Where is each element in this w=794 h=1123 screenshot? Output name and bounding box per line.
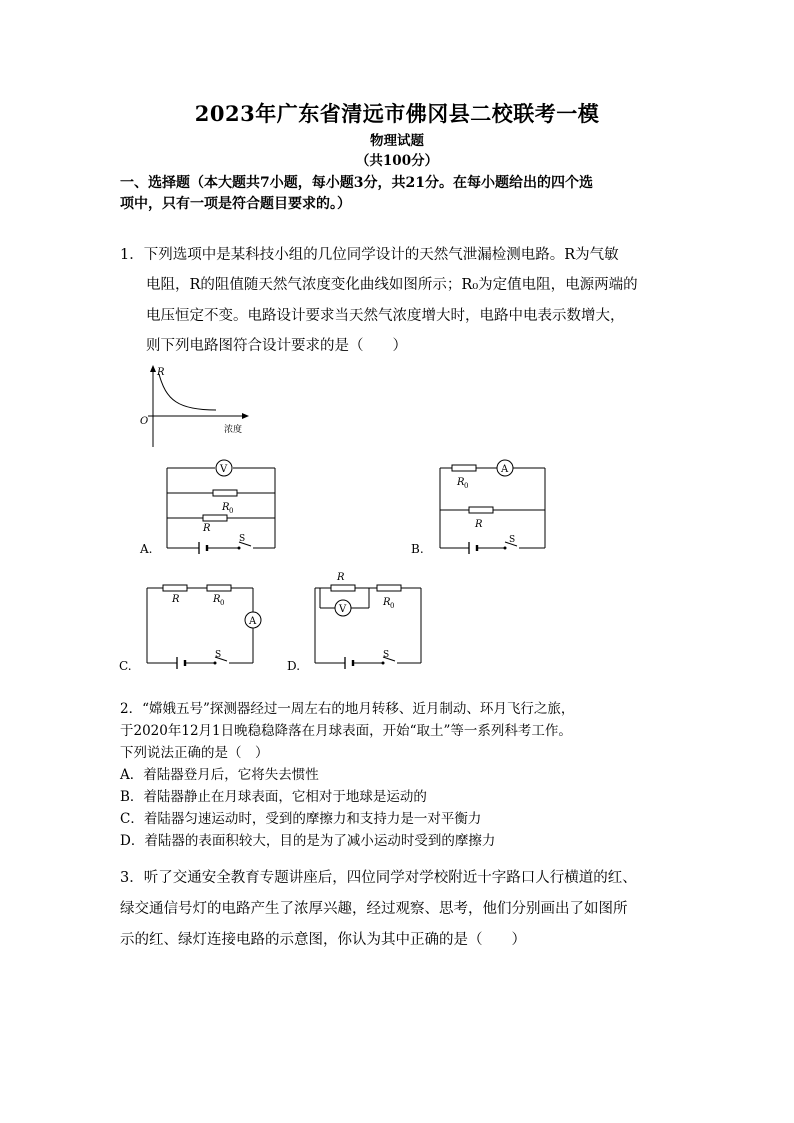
r0-label: R xyxy=(383,597,391,608)
circuit-a xyxy=(135,458,285,558)
section-heading-line-1: 一、选择题（本大题共7小题，每小题3分，共21分。在每小题给出的四个选 xyxy=(120,175,593,191)
option-b-label: B. xyxy=(411,542,424,556)
option-c-label: C. xyxy=(119,659,132,673)
r-label: R xyxy=(203,523,211,534)
q1-line-2: 电阻，R的阻值随天然气浓度变化曲线如图所示；R₀为定值电阻，电源两端的 xyxy=(146,277,638,293)
resistor-r0 xyxy=(207,585,231,591)
resistor-r xyxy=(203,515,227,521)
q1-line-1: 1．下列选项中是某科技小组的几位同学设计的天然气泄漏检测电路。R为气敏 xyxy=(120,247,619,263)
resistor-r0 xyxy=(452,465,476,471)
circuit-c xyxy=(115,578,275,678)
circuit-b xyxy=(405,458,555,558)
q1-line-4: 则下列电路图符合设计要求的是（ ） xyxy=(146,338,407,354)
q2-option-d: D．着陆器的表面积较大，目的是为了减小运动时受到的摩擦力 xyxy=(120,833,496,849)
switch-icon xyxy=(238,547,241,550)
r0-subscript: 0 xyxy=(220,599,225,607)
q3-line-3: 示的红、绿灯连接电路的示意图，你认为其中正确的是（ ） xyxy=(120,932,526,948)
switch-icon xyxy=(214,662,217,665)
q2-option-b: B．着陆器静止在月球表面，它相对于地球是运动的 xyxy=(120,789,427,805)
r0-subscript: 0 xyxy=(390,602,395,610)
ammeter-label: A xyxy=(501,464,509,475)
switch-label: S xyxy=(239,534,246,544)
r-label: R xyxy=(172,594,180,605)
graph-curve xyxy=(159,374,216,410)
resistor-r0 xyxy=(213,490,237,496)
option-a-label: A. xyxy=(140,542,153,556)
q2-option-a: A．着陆器登月后，它将失去惯性 xyxy=(120,767,319,783)
switch-label: S xyxy=(215,650,222,660)
switch-label: S xyxy=(383,650,390,660)
graph-x-label: 浓度 xyxy=(224,425,243,435)
r-label: R xyxy=(337,572,345,583)
q2-line-3: 下列说法正确的是（ ） xyxy=(120,745,269,761)
q3-line-1: 3．听了交通安全教育专题讲座后，四位同学对学校附近十字路口人行横道的红、 xyxy=(120,870,637,886)
r0-subscript: 0 xyxy=(464,482,469,490)
resistance-concentration-graph xyxy=(130,362,260,450)
switch-icon xyxy=(382,662,385,665)
circuit-d xyxy=(283,566,433,678)
option-d-label: D. xyxy=(287,659,301,673)
total-score: （共100分） xyxy=(355,153,439,169)
ammeter-label: A xyxy=(249,616,257,627)
r0-label: R xyxy=(457,477,465,488)
r0-subscript: 0 xyxy=(229,507,234,515)
q3-line-2: 绿交通信号灯的电路产生了浓厚兴趣，经过观察、思考，他们分别画出了如图所 xyxy=(120,901,628,917)
section-heading-line-2: 项中，只有一项是符合题目要求的。） xyxy=(120,196,351,212)
q1-line-3: 电压恒定不变。电路设计要求当天然气浓度增大时，电路中电表示数增大， xyxy=(146,308,625,324)
resistor-r xyxy=(331,585,355,591)
r0-label: R xyxy=(213,594,221,605)
page-subtitle: 物理试题 xyxy=(370,133,424,149)
resistor-r xyxy=(469,507,493,513)
q2-line-1: 2．“嫦娥五号”探测器经过一周左右的地月转移、近月制动、环月飞行之旅， xyxy=(120,701,575,717)
graph-origin-label: O xyxy=(140,416,149,427)
r-label: R xyxy=(475,519,483,530)
q2-line-2: 于2020年12月1日晚稳稳降落在月球表面，开始“取土”等一系列科考工作。 xyxy=(120,723,572,739)
graph-y-label: R xyxy=(157,367,165,378)
voltmeter-label: V xyxy=(220,464,228,475)
resistor-r xyxy=(163,585,187,591)
switch-label: S xyxy=(509,535,516,545)
q2-option-c: C．着陆器匀速运动时，受到的摩擦力和支持力是一对平衡力 xyxy=(120,811,482,827)
page-title: 2023年广东省清远市佛冈县二校联考一模 xyxy=(194,101,600,126)
voltmeter-label: V xyxy=(339,604,347,615)
resistor-r0 xyxy=(377,585,401,591)
switch-icon xyxy=(504,547,507,550)
r0-label: R xyxy=(222,502,230,513)
